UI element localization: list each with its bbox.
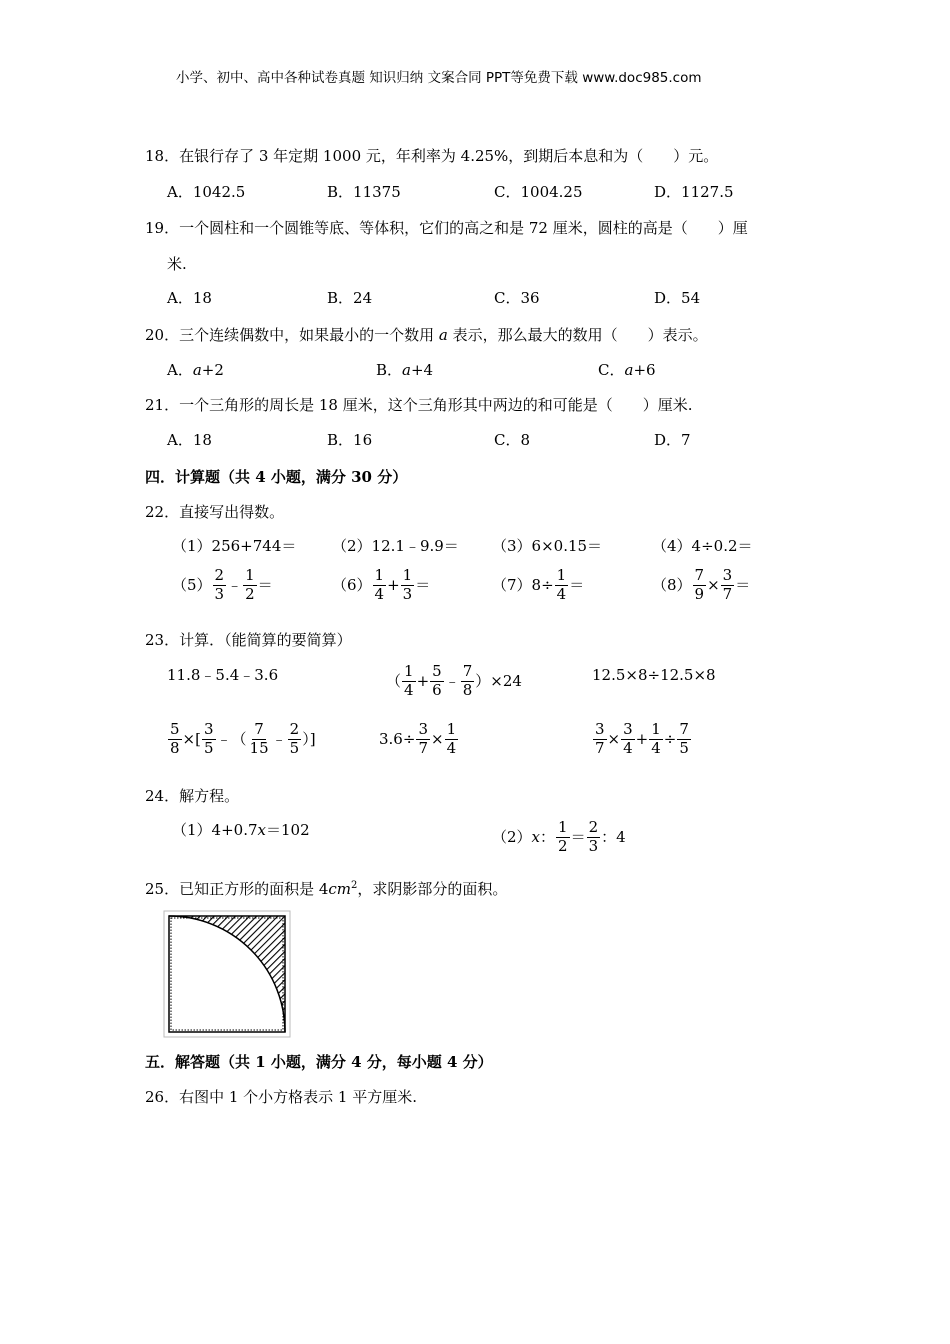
question-23-expr-3: 12.5×8÷12.5×8 <box>592 666 716 684</box>
question-22-part-4: （4）4÷0.2＝ <box>652 537 753 555</box>
fraction: $\frac{2}{5}$ <box>289 720 300 757</box>
question-22-part-6: （6） $\frac{1}{4}$ + $\frac{1}{3}$ ＝ <box>332 566 431 603</box>
fraction: $\frac{3}{7}$ <box>595 720 605 757</box>
question-23-expr-2: （ $\frac{1}{4}$ + $\frac{5}{6}$ ﹣ $\frac{7}{8}$ ）×24 <box>386 662 522 699</box>
question-21-option-d: D．7 <box>654 431 691 449</box>
question-19-option-d: D．54 <box>654 289 701 307</box>
question-18-option-d: D．1127.5 <box>654 183 734 201</box>
question-18-option-c: C．1004.25 <box>494 183 583 201</box>
question-22-part-8: （8） $\frac{7}{9}$ × $\frac{3}{7}$ ＝ <box>652 566 751 603</box>
question-18-option-a: A．1042.5 <box>167 183 246 201</box>
page-header: 小学、初中、高中各种试卷真题 知识归纳 文案合同 PPT等免费下载 www.doc985.com <box>176 70 702 86</box>
fraction: $\frac{7}{15}$ <box>249 720 269 757</box>
question-24-equation-2: （2） x ： $\frac{1}{2}$ ＝ $\frac{2}{3}$ ：4 <box>492 818 626 855</box>
fraction: $\frac{7}{9}$ <box>694 566 705 603</box>
question-19-option-a: A．18 <box>167 289 212 307</box>
fraction: $\frac{7}{5}$ <box>679 720 689 757</box>
fraction: $\frac{1}{4}$ <box>374 566 385 603</box>
fraction: $\frac{5}{8}$ <box>170 720 180 757</box>
question-20-option-c: C．a+6 <box>598 361 656 379</box>
fraction: $\frac{3}{5}$ <box>203 720 214 757</box>
question-18-option-b: B．11375 <box>327 183 401 201</box>
question-19-stem-line1: 19．一个圆柱和一个圆锥等底、等体积，它们的高之和是 72 厘米，圆柱的高是（ ）厘 <box>145 219 748 237</box>
question-22-part-1: （1）256+744＝ <box>172 537 297 555</box>
fraction: $\frac{1}{3}$ <box>402 566 413 603</box>
fraction: $\frac{1}{2}$ <box>558 818 568 855</box>
question-23-expr-5: 3.6÷ $\frac{3}{7}$ × $\frac{1}{4}$ <box>379 720 457 757</box>
question-18-stem: 18．在银行存了 3 年定期 1000 元，年利率为 4.25%，到期后本息和为（ ）元。 <box>145 147 719 165</box>
question-24-equation-1: （1）4+0.7x＝102 <box>172 821 310 839</box>
question-22-part-2: （2）12.1﹣9.9＝ <box>332 537 459 555</box>
question-21-option-b: B．16 <box>327 431 373 449</box>
fraction: $\frac{5}{6}$ <box>432 662 442 699</box>
question-21-option-a: A．18 <box>167 431 212 449</box>
question-25-stem: 25．已知正方形的面积是 $4cm^2$，求阴影部分的面积。 <box>145 880 508 898</box>
fraction: $\frac{1}{4}$ <box>556 566 567 603</box>
fraction: $\frac{3}{7}$ <box>722 566 733 603</box>
question-23-expr-4: $\frac{5}{8}$ ×[ $\frac{3}{5}$ ﹣（ $\frac{7}{15}$ ﹣ $\frac{2}{5}$ ）] <box>170 720 316 757</box>
fraction: $\frac{7}{8}$ <box>462 662 473 699</box>
question-19-option-c: C．36 <box>494 289 540 307</box>
question-23-stem: 23．计算．（能简算的要简算） <box>145 631 352 649</box>
fraction: $\frac{1}{4}$ <box>404 662 414 699</box>
fraction: $\frac{2}{3}$ <box>214 566 225 603</box>
question-20-stem: 20．三个连续偶数中，如果最小的一个数用 a 表示，那么最大的数用（ ）表示。 <box>145 326 708 344</box>
question-22-stem: 22．直接写出得数。 <box>145 503 285 521</box>
fraction: $\frac{3}{7}$ <box>418 720 428 757</box>
square-quarter-circle-figure <box>163 910 291 1038</box>
fraction: $\frac{3}{4}$ <box>623 720 633 757</box>
question-19-stem-line2: 米. <box>167 255 187 273</box>
question-22-part-7: （7） 8÷ $\frac{1}{4}$ ＝ <box>492 566 585 603</box>
question-20-option-b: B．a+4 <box>376 361 434 379</box>
fraction: $\frac{1}{4}$ <box>651 720 661 757</box>
section-5-heading: 五．解答题（共 1 小题，满分 4 分，每小题 4 分） <box>145 1053 493 1071</box>
question-21-option-c: C．8 <box>494 431 531 449</box>
fraction: $\frac{1}{2}$ <box>245 566 255 603</box>
question-21-stem: 21．一个三角形的周长是 18 厘米，这个三角形其中两边的和可能是（ ）厘米. <box>145 396 693 414</box>
question-23-expr-1: 11.8﹣5.4﹣3.6 <box>167 666 279 684</box>
question-24-stem: 24．解方程。 <box>145 787 240 805</box>
question-26-stem: 26．右图中 1 个小方格表示 1 平方厘米. <box>145 1088 418 1106</box>
question-22-part-5: （5） $\frac{2}{3}$ ﹣ $\frac{1}{2}$ ＝ <box>172 566 273 603</box>
question-23-expr-6: $\frac{3}{7}$ × $\frac{3}{4}$ + $\frac{1}{4}$ ÷ $\frac{7}{5}$ <box>595 720 689 757</box>
section-4-heading: 四．计算题（共 4 小题，满分 30 分） <box>145 468 408 486</box>
fraction: $\frac{1}{4}$ <box>446 720 457 757</box>
fraction: $\frac{2}{3}$ <box>588 818 599 855</box>
question-19-option-b: B．24 <box>327 289 373 307</box>
question-20-option-a: A．a+2 <box>167 361 224 379</box>
question-22-part-3: （3）6×0.15＝ <box>492 537 603 555</box>
